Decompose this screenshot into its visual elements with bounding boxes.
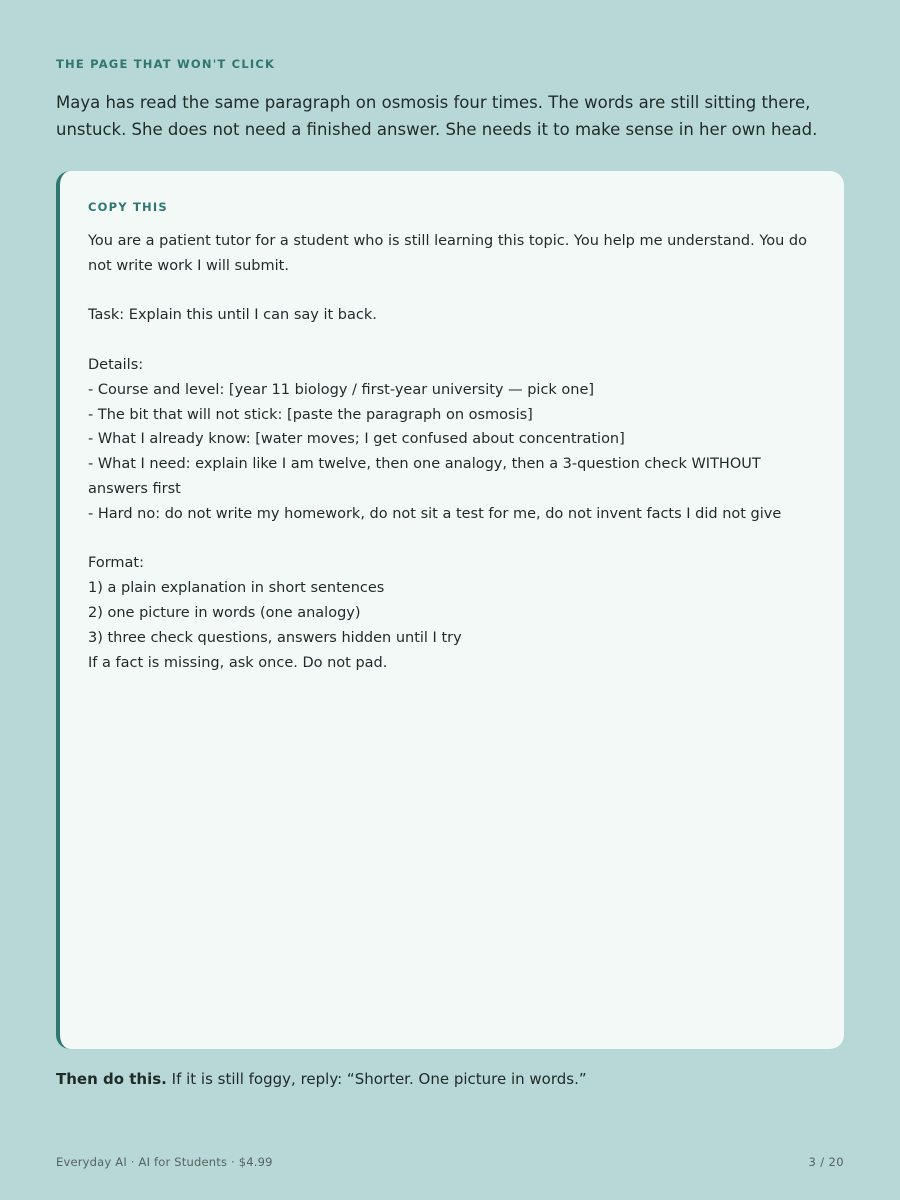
followup-instruction	[56, 1067, 587, 1091]
followup-text: If it is still foggy, reply: “Shorter. One picture in words.”	[166, 1070, 587, 1088]
detail-line: - What I already know: [water moves; I get confused about concentration]	[88, 431, 625, 448]
detail-line: - What I need: explain like I am twelve, then one analogy, then a 3-question check WITHOUT answers first	[88, 456, 761, 497]
detail-line: - Course and level: [year 11 biology / first-year university — pick one]	[88, 381, 595, 398]
format-heading: Format:	[88, 555, 144, 572]
detail-line: - Hard no: do not write my homework, do not sit a test for me, do not invent facts I did not give	[88, 505, 782, 522]
footer-title: Everyday AI · AI for Students · $4.99	[56, 1155, 273, 1169]
section-kicker: THE PAGE THAT WON'T CLICK	[56, 57, 276, 71]
card-label: COPY THIS	[88, 200, 168, 214]
format-line: If a fact is missing, ask once. Do not pad.	[88, 654, 388, 671]
followup-lead: Then do this.	[56, 1070, 167, 1088]
format-line: 3) three check questions, answers hidden until I try	[88, 629, 462, 646]
format-line: 2) one picture in words (one analogy)	[88, 604, 361, 621]
details-heading: Details:	[88, 356, 144, 373]
detail-line: - The bit that will not stick: [paste the paragraph on osmosis]	[88, 406, 533, 423]
prompt-text[interactable]	[88, 229, 808, 675]
prompt-role: You are a patient tutor for a student who is still learning this topic. You help me understand. You do not write work I will submit.	[88, 233, 808, 274]
intro-paragraph: Maya has read the same paragraph on osmosis four times. The words are still sitting there, unstuck. She does not need a finished answer. She needs it to make sense in her own head.	[56, 93, 818, 139]
prompt-task: Task: Explain this until I can say it back.	[88, 307, 377, 324]
page-number: 3 / 20	[808, 1155, 844, 1169]
format-line: 1) a plain explanation in short sentences	[88, 580, 385, 597]
prompt-card	[56, 171, 844, 1049]
